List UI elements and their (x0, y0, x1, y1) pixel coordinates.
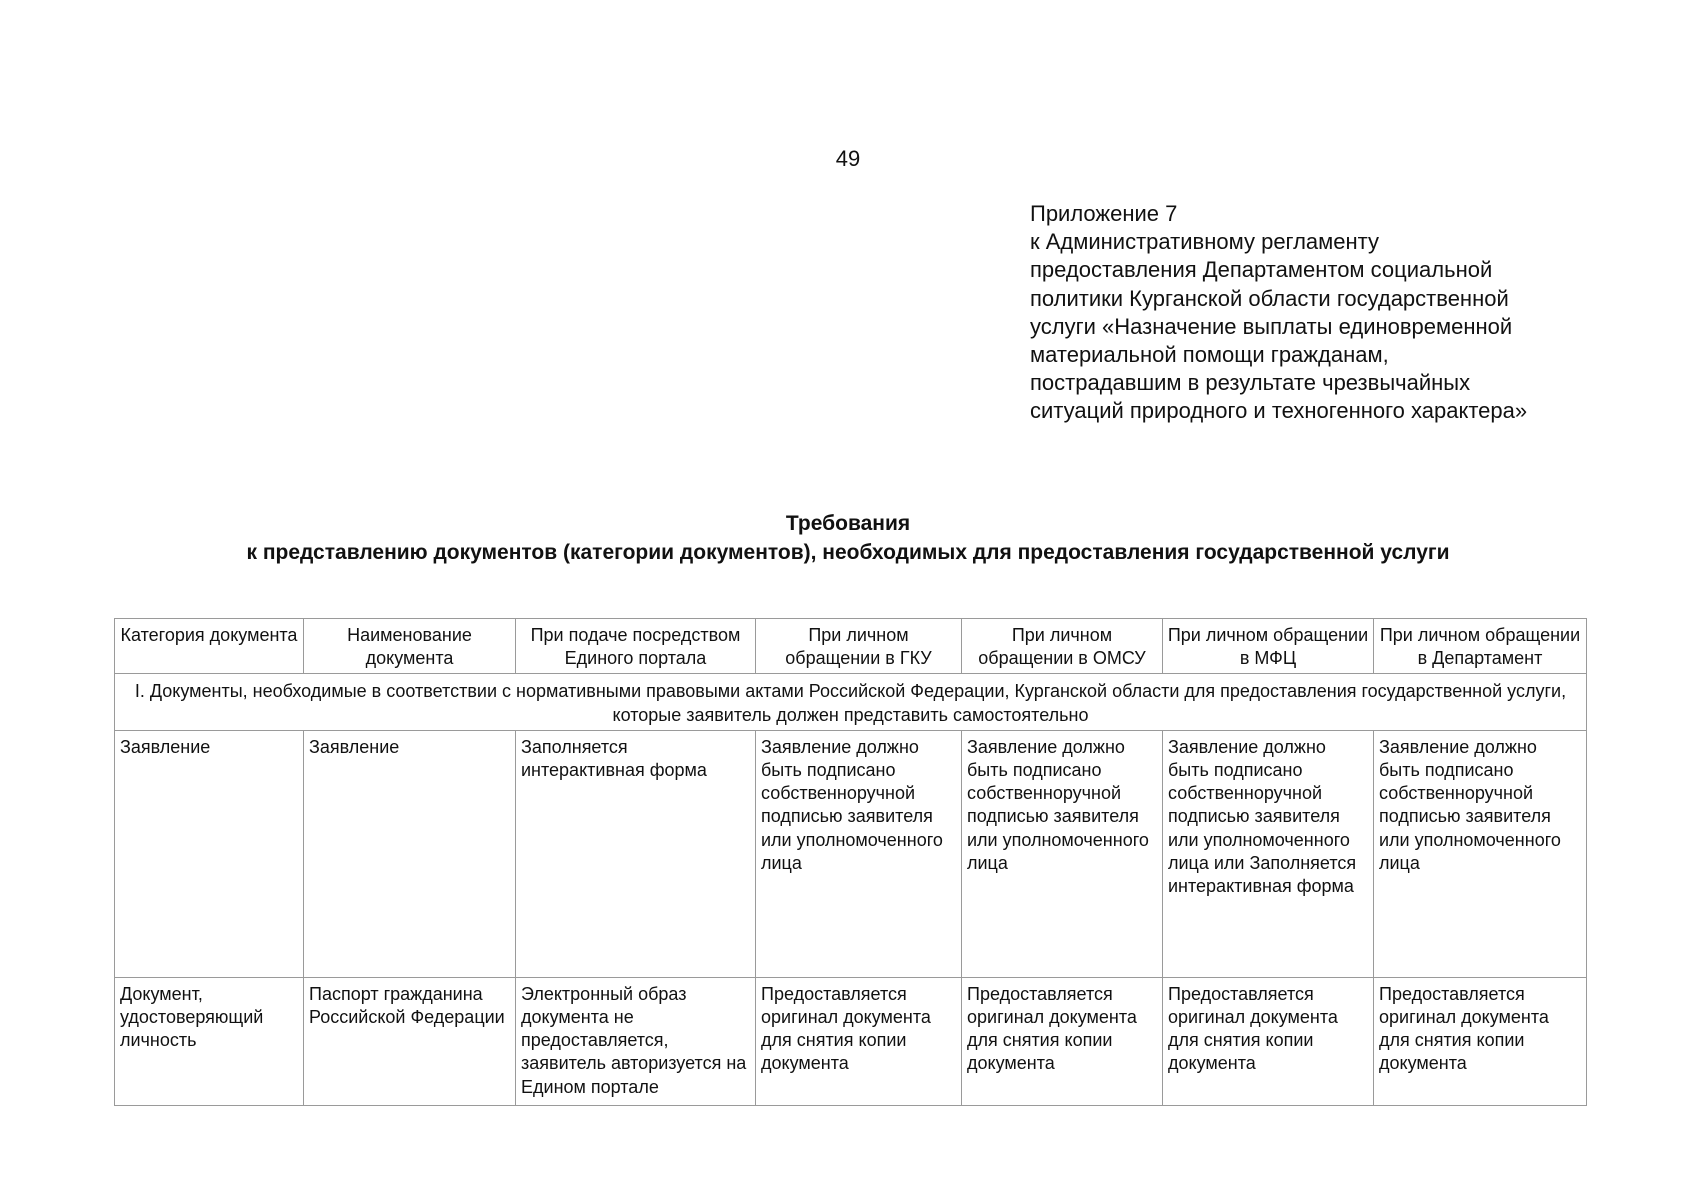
appendix-line: Приложение 7 (1030, 201, 1178, 226)
title-line-2: к представлению документов (категории документов), необходимых для предоставления государственной услуги (246, 541, 1450, 564)
header-omsu: При личном обращении в ОМСУ (962, 619, 1163, 674)
table-cell: Электронный образ документа не предоставляется, заявитель авторизуется на Едином портале (516, 977, 756, 1105)
document-title (0, 509, 1696, 567)
header-unified-portal: При подаче посредством Единого портала (516, 619, 756, 674)
appendix-line: ситуаций природного и техногенного характера» (1030, 398, 1528, 424)
table-cell: Заявление должно быть подписано собственноручной подписью заявителя или уполномоченного лица (962, 730, 1163, 977)
section-row (115, 674, 1587, 730)
appendix-line: к Административному регламенту (1030, 229, 1380, 255)
appendix-line: услуги «Назначение выплаты единовременной (1030, 313, 1513, 339)
header-department: При личном обращении в Департамент (1374, 619, 1587, 674)
page-number: 49 (835, 146, 861, 171)
appendix-note (1030, 200, 1650, 426)
requirements-table (114, 618, 1587, 1106)
table-row (115, 730, 1587, 977)
table-row (115, 977, 1587, 1105)
table-cell: Заявление должно быть подписано собственноручной подписью заявителя или уполномоченного лица (1374, 730, 1587, 977)
table-cell: Заявление (115, 730, 304, 977)
header-gku: При личном обращении в ГКУ (756, 619, 962, 674)
table-cell: Предоставляется оригинал документа для снятия копии документа (1163, 977, 1374, 1105)
table-cell: Предоставляется оригинал документа для снятия копии документа (1374, 977, 1587, 1105)
table-cell: Заполняется интерактивная форма (516, 730, 756, 977)
appendix-line: пострадавшим в результате чрезвычайных (1030, 370, 1471, 396)
table-cell: Заявление должно быть подписано собственноручной подписью заявителя или уполномоченного лица (756, 730, 962, 977)
appendix-line: политики Курганской области государственной (1030, 285, 1509, 311)
table-cell: Предоставляется оригинал документа для снятия копии документа (962, 977, 1163, 1105)
table-cell: Паспорт гражданина Российской Федерации (304, 977, 516, 1105)
header-category: Категория документа (115, 619, 304, 674)
table-cell: Документ, удостоверяющий личность (115, 977, 304, 1105)
table-cell: Заявление (304, 730, 516, 977)
header-document-name: Наименование документа (304, 619, 516, 674)
section-title: I. Документы, необходимые в соответствии с нормативными правовыми актами Российской Федерации, Курганской области для предоставления государственной услуги, которые заявитель должен представить самостоятельно (115, 674, 1587, 730)
title-line-1: Требования (785, 512, 911, 535)
table-cell: Заявление должно быть подписано собственноручной подписью заявителя или уполномоченного лица или Заполняется интерактивная форма (1163, 730, 1374, 977)
table-header-row (115, 619, 1587, 674)
header-mfc: При личном обращении в МФЦ (1163, 619, 1374, 674)
appendix-line: материальной помощи гражданам, (1030, 342, 1389, 368)
table-cell: Предоставляется оригинал документа для снятия копии документа (756, 977, 962, 1105)
appendix-line: предоставления Департаментом социальной (1030, 257, 1493, 283)
